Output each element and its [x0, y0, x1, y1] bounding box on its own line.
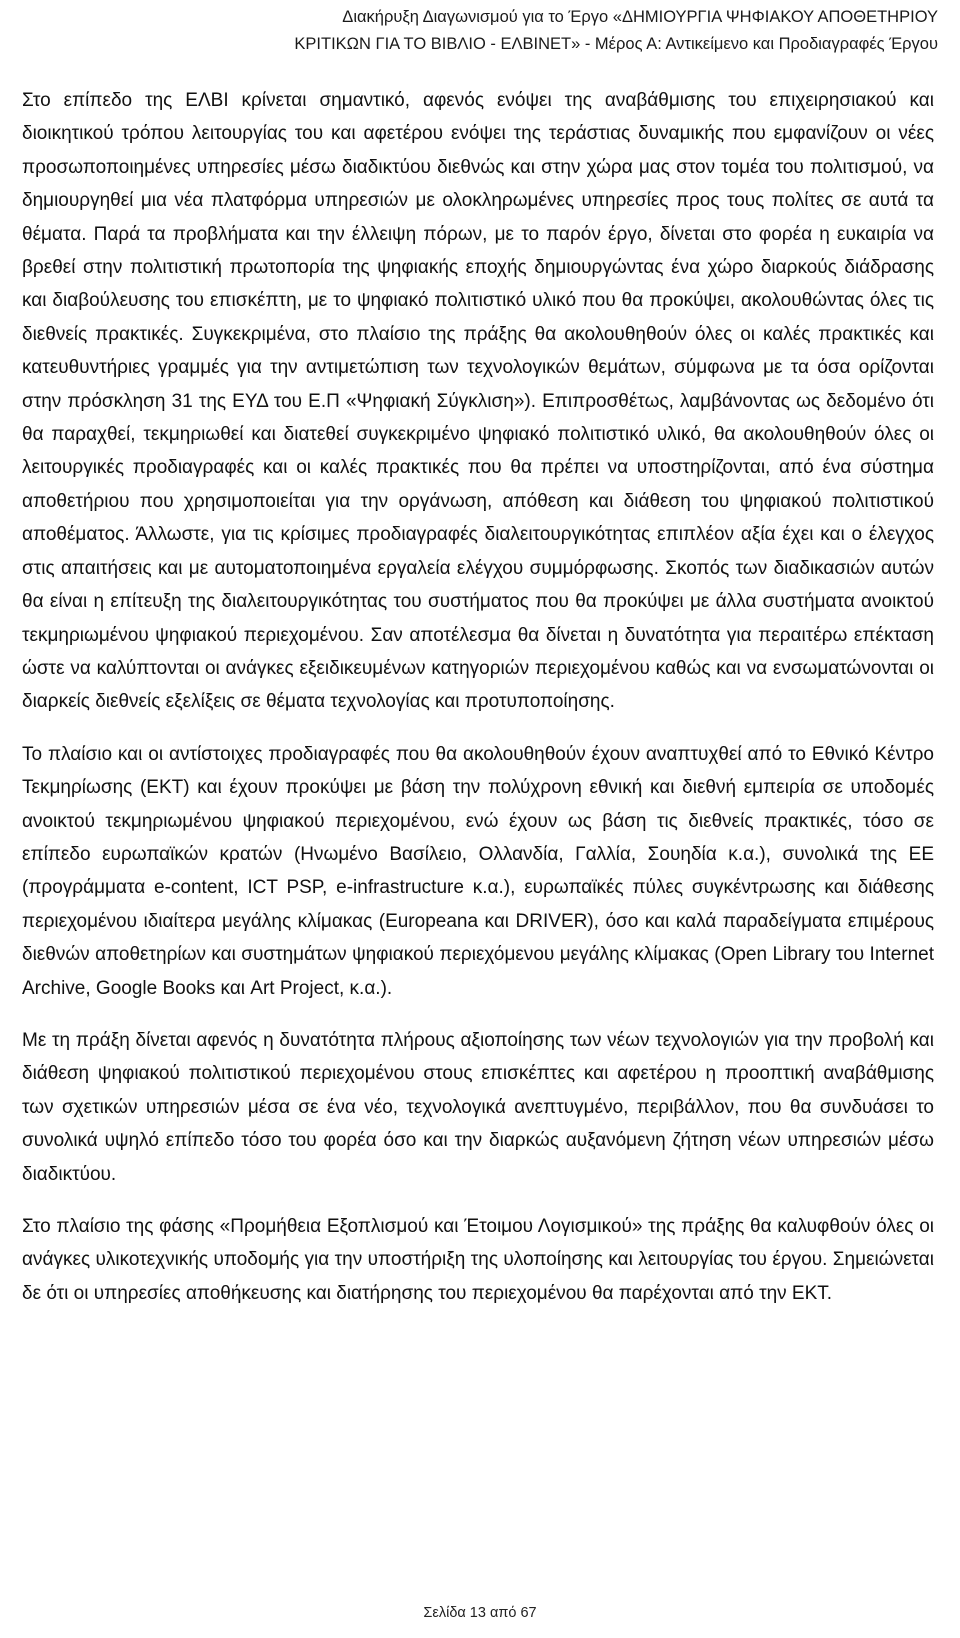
page-footer	[0, 1605, 960, 1621]
page-number: Σελίδα 13 από 67	[423, 1605, 537, 1621]
header-line-2: ΚΡΙΤΙΚΩΝ ΓΙΑ ΤΟ ΒΙΒΛΙΟ - ΕΛΒΙΝΕΤ» - Μέρος Α: Αντικείμενο και Προδιαγραφές Έργου	[294, 35, 938, 53]
header-line-1: Διακήρυξη Διαγωνισμού για το Έργο «ΔΗΜΙΟΥΡΓΙΑ ΨΗΦΙΑΚΟΥ ΑΠΟΘΕΤΗΡΙΟΥ	[342, 8, 938, 26]
page-header	[38, 4, 938, 58]
paragraph-4: Στο πλαίσιο της φάσης «Προμήθεια Εξοπλισμού και Έτοιμου Λογισμικού» της πράξης θα καλυφθούν όλες οι ανάγκες υλικοτεχνικής υποδομής για την υποστήριξη της υλοποίησης και λειτουργίας του έργου. Σημειώνεται δε ότι οι υπηρεσίες αποθήκευσης και διατήρησης του περιεχομένου θα παρέχονται από την ΕΚΤ.	[22, 1216, 934, 1304]
paragraph-1: Στο επίπεδο της ΕΛΒΙ κρίνεται σημαντικό, αφενός ενόψει της αναβάθμισης του επιχειρησιακού και διοικητικού τρόπου λειτουργίας του και αφετέρου ενόψει της τεράστιας δυναμικής που εμφανίζουν οι νέες προσωποποιημένες υπηρεσίες μέσω διαδικτύου διεθνώς και στην χώρα μας στον τομέα του πολιτισμού, να δημιουργηθεί μια νέα πλατφόρμα υπηρεσιών με ολοκληρωμένες υπηρεσίες προς τους πολίτες σε αυτά τα θέματα. Παρά τα προβλήματα και την έλλειψη πόρων, με το παρόν έργο, δίνεται στο φορέα η ευκαιρία να βρεθεί στην πολιτιστική πρωτοπορία της ψηφιακής εποχής δημιουργώντας ένα χώρο διαρκούς διάδρασης και διαβούλευσης του επισκέπτη, με το ψηφιακό πολιτιστικό υλικό που θα προκύψει, ακολουθώντας όλες τις διεθνείς πρακτικές. Συγκεκριμένα, στο πλαίσιο της πράξης θα ακολουθηθούν όλες οι καλές πρακτικές και κατευθυντήριες γραμμές για την αντιμετώπιση των τεχνολογικών θεμάτων, σύμφωνα με τα όσα ορίζονται στην πρόσκληση 31 της ΕΥΔ του Ε.Π «Ψηφιακή Σύγκλιση»). Επιπροσθέτως, λαμβάνοντας ως δεδομένο ότι θα παραχθεί, τεκμηριωθεί και διατεθεί συγκεκριμένο ψηφιακό πολιτιστικό υλικό, θα ακολουθηθούν όλες οι λειτουργικές προδιαγραφές και οι καλές πρακτικές που θα πρέπει να υποστηρίζονται, από ένα σύστημα αποθετήριου που χρησιμοποιείται για την οργάνωση, απόθεση και διάθεση του ψηφιακού πολιτιστικού αποθέματος. Άλλωστε, για τις κρίσιμες προδιαγραφές διαλειτουργικότητας επιπλέον αξία έχει και ο έλεγχος στις απαιτήσεις και με αυτοματοποιημένα εργαλεία ελέγχου συμμόρφωσης. Σκοπός των διαδικασιών αυτών θα είναι η επίτευξη της διαλειτουργικότητας του συστήματος που θα προκύψει με άλλα συστήματα ανοικτού τεκμηριωμένου ψηφιακού περιεχομένου. Σαν αποτέλεσμα θα δίνεται η δυνατότητα για περαιτέρω επέκταση ώστε να καλύπτονται οι ανάγκες εξειδικευμένων κατηγοριών περιεχομένου καθώς και να ενσωματώνονται οι διαρκείς διεθνείς εξελίξεις σε θέματα τεχνολογίας και προτυποποίησης.	[22, 90, 934, 713]
paragraph-3: Με τη πράξη δίνεται αφενός η δυνατότητα πλήρους αξιοποίησης των νέων τεχνολογιών για την προβολή και διάθεση ψηφιακού πολιτιστικού περιεχομένου στους επισκέπτες και αφετέρου η προοπτική αναβάθμισης των σχετικών υπηρεσιών μέσα σε ένα νέο, τεχνολογικά ανεπτυγμένο, περιβάλλον, που θα συνδυάσει το συνολικά υψηλό επίπεδο τόσο του φορέα όσο και την διαρκώς αυξανόμενη ζήτηση νέων υπηρεσιών μέσω διαδικτύου.	[22, 1029, 934, 1185]
paragraph-2: Το πλαίσιο και οι αντίστοιχες προδιαγραφές που θα ακολουθηθούν έχουν αναπτυχθεί από το Εθνικό Κέντρο Τεκμηρίωσης (ΕΚΤ) και έχουν προκύψει με βάση την πολύχρονη εθνική και διεθνή εμπειρία σε υποδομές ανοικτού τεκμηριωμένου ψηφιακού περιεχομένου, ενώ έχουν ως βάση τις διεθνείς πρακτικές, τόσο σε επίπεδο ευρωπαϊκών κρατών (Ηνωμένο Βασίλειο, Ολλανδία, Γαλλία, Σουηδία κ.α.), συνολικά της ΕΕ (προγράμματα e-content, ICT PSP, e-infrastructure κ.α.), ευρωπαϊκές πύλες συγκέντρωσης και διάθεσης περιεχομένου ιδιαίτερα μεγάλης κλίμακας (Europeana και DRIVER), όσο και καλά παραδείγματα επιμέρους διεθνών αποθετηρίων και συστημάτων ψηφιακού περιεχόμενου μεγάλης κλίμακας (Open Library του Internet Archive, Google Books και Art Project, κ.α.).	[22, 743, 934, 999]
body-text	[22, 84, 934, 1310]
